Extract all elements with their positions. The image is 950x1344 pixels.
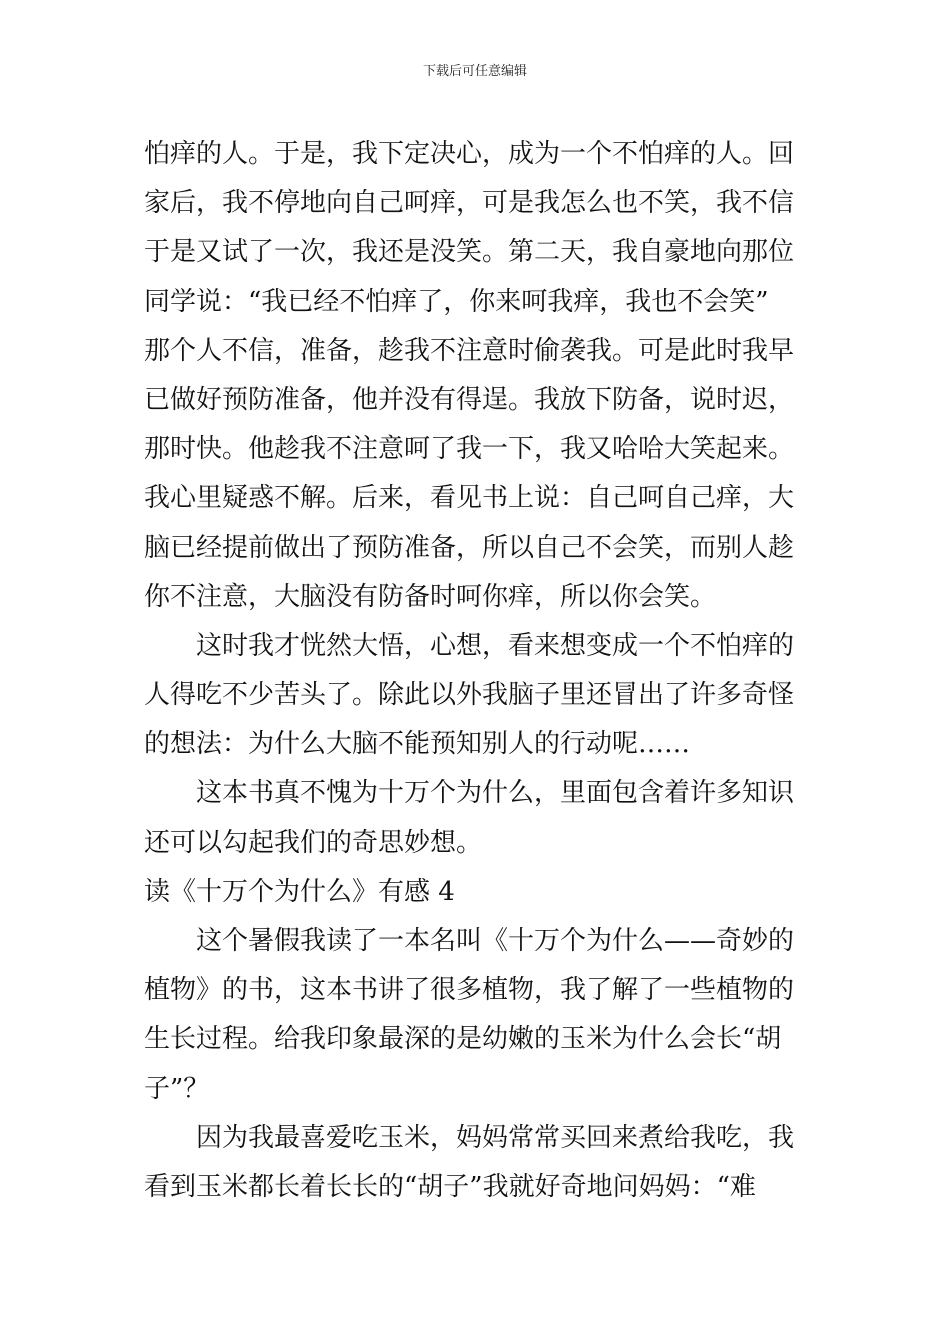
- text-line: 脑已经提前做出了预防准备，所以自己不会笑，而别人趁: [144, 532, 795, 563]
- text-line: 生长过程。给我印象最深的是幼嫩的玉米为什么会长“胡: [144, 1024, 782, 1055]
- text-line: 已做好预防准备，他并没有得逞。我放下防备，说时迟，: [144, 384, 795, 415]
- text-line: 这本书真不愧为十万个为什么，里面包含着许多知识: [196, 778, 795, 809]
- text-line: 怕痒的人。于是，我下定决心，成为一个不怕痒的人。回: [144, 139, 795, 169]
- text-line: 还可以勾起我们的奇思妙想。: [144, 827, 483, 858]
- text-line: 植物》的书，这本书讲了很多植物，我了解了一些植物的: [144, 975, 795, 1006]
- text-line: 这时我才恍然大悟，心想，看来想变成一个不怕痒的: [196, 630, 795, 661]
- page-header: 下载后可任意编辑: [422, 64, 527, 79]
- text-line: 这个暑假我读了一本名叫《十万个为什么——奇妙的: [196, 926, 795, 956]
- text-line: 家后，我不停地向自己呵痒，可是我怎么也不笑，我不信: [144, 188, 795, 219]
- text-line: 看到玉米都长着长长的“胡子”我就好奇地问妈妈：“难: [144, 1171, 756, 1202]
- text-line: 你不注意，大脑没有防备时呵你痒，所以你会笑。: [144, 581, 717, 612]
- text-line: 那时快。他趁我不注意呵了我一下，我又哈哈大笑起来。: [144, 434, 795, 465]
- text-line: 子”？: [144, 1073, 210, 1104]
- text-line: 因为我最喜爱吃玉米，妈妈常常买回来煮给我吃，我: [196, 1122, 795, 1153]
- text-line: 同学说：“我已经不怕痒了，你来呵我痒，我也不会笑”: [144, 286, 769, 317]
- text-line: 的想法：为什么大脑不能预知别人的行动呢……: [144, 729, 691, 760]
- text-line: 人得吃不少苦头了。除此以外我脑子里还冒出了许多奇怪: [144, 680, 795, 711]
- text-line: 我心里疑惑不解。后来，看见书上说：自己呵自己痒，大: [144, 483, 795, 514]
- document-body: [144, 130, 809, 1212]
- text-line: 于是又试了一次，我还是没笑。第二天，我自豪地向那位: [144, 237, 795, 268]
- text-line: 那个人不信，准备，趁我不注意时偷袭我。可是此时我早: [144, 335, 795, 366]
- text-line: 读《十万个为什么》有感 4: [144, 876, 455, 907]
